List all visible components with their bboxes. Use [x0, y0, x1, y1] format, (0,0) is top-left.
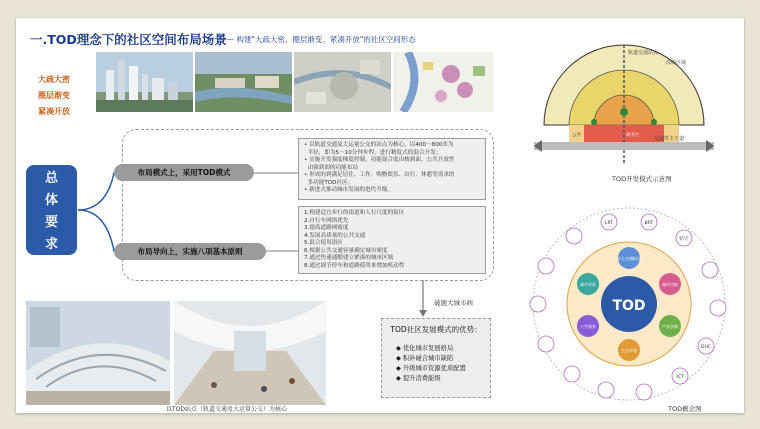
eight-principles-list: [298, 206, 486, 274]
ring-label-1: 综合交通枢纽: [617, 256, 641, 261]
photo-station-exterior: [26, 301, 170, 405]
slide: [16, 18, 744, 413]
principle-4: 4.发展高质量的公共交通: [304, 232, 366, 239]
tod-concept-diagram: [524, 204, 734, 404]
photo-city-skyline: [96, 52, 193, 112]
principle-3: 3.提高道路网密度: [304, 225, 349, 231]
ring-label-4: 生态环境: [621, 348, 637, 353]
ring-label-5: 公共服务: [580, 324, 596, 329]
principle-6: 6.根据公共交通容量确定城市密度: [304, 247, 388, 254]
principle-2: 2.自行车网络优先: [304, 217, 349, 224]
down-arrow-icon: [416, 280, 430, 318]
tod-center-label: TOD: [612, 298, 646, 314]
photo-aerial-plan: [294, 52, 391, 112]
outer-brt: BRT: [644, 221, 654, 226]
advantage-1: ◆ 优化城市发展格局: [396, 345, 454, 352]
label-commercial: 商业区: [626, 133, 640, 138]
outer-disaster: 防灾: [679, 237, 689, 242]
label-public: 公共: [572, 133, 581, 138]
concept-2: 圈层渐变: [38, 91, 70, 100]
tod-mode-details: [298, 138, 486, 200]
overall-requirements-badge: 总 体 要 求: [26, 165, 77, 255]
branch-layout-orientation: 布局导向上，实施八项基本原则: [114, 243, 266, 260]
label-secondary: 次级区域: [666, 60, 687, 66]
principle-8: 8.通过调节停车和道路使用来增加机动性: [304, 262, 405, 269]
outer-dhc: DHC: [701, 345, 711, 350]
outer-ict: ICT: [676, 375, 684, 380]
tod-bullet-1: • 以轨道交通及大运量公交的站点为核心，以400～800米为: [304, 142, 454, 148]
advantage-3: ◆ 升级城市资源优质配置: [396, 365, 466, 372]
concept-list: [38, 72, 90, 120]
concept-diagram-caption: TOD概念图: [668, 405, 702, 413]
ring-label-2: 城市功能: [662, 282, 678, 287]
page-title: 一.TOD理念下的社区空间布局场景: [30, 32, 227, 47]
principle-1: 1.构建适宜步行的街道和人行尺度的街区: [304, 210, 405, 216]
photo-station-interior: [174, 301, 326, 405]
outer-lrt: LRT: [604, 221, 614, 226]
photo-caption: 以TOD站点（轨道交通及大运量公交）为核心: [166, 406, 288, 413]
tod-development-diagram: [524, 40, 724, 170]
tod-bullet-4: • 新进式推动城市发展的进代升级。: [304, 187, 393, 193]
advantage-4: ◆ 提升消费能级: [396, 375, 441, 382]
principle-7: 7.通过快速通勤建立紧凑的城市区域: [304, 255, 394, 261]
principle-5: 5.混合使用街区: [304, 240, 343, 246]
label-station: 轨道交通站点: [628, 50, 659, 56]
advantage-2: ◆ 积补碰合城市缺陷: [396, 355, 454, 362]
advantages-title: TOD社区发展模式的优势：: [390, 325, 482, 334]
concept-1: 大疏大密: [38, 75, 70, 84]
advantages-box: [381, 318, 491, 398]
concept-3: 紧凑开放: [38, 107, 70, 116]
tod-bullet-2b: 由强到弱的功能布局: [307, 164, 358, 171]
ring-label-6: 城市更新: [580, 282, 596, 287]
photo-river-city: [195, 52, 292, 112]
tod-bullet-2: • 实施开发强度梯度控制，功能混合度由核到面，公共开放性: [304, 157, 455, 163]
label-arterial: 交通性主干道: [654, 136, 685, 142]
tod-bullet-3: • 形成的到满足居住、工作、购物娱乐、出行、休憩等需求的: [304, 172, 455, 178]
tod-diagram-caption: TOD开发模式示意图: [612, 175, 672, 183]
tod-bullet-3b: 多功能TOD社区；: [307, 179, 354, 186]
branch-layout-mode: 布局模式上，采用TOD模式: [114, 164, 254, 181]
tod-bullet-1b: 半径，即为5～10分钟步程，进行精度式的混合开发；: [307, 149, 442, 156]
page-subtitle: —— 构建"大疏大密、圈层渐变、紧凑开放"的社区空间形态: [219, 35, 416, 44]
ring-label-3: 产业创新: [662, 324, 678, 329]
arrow-label: 破题大城市病: [434, 299, 473, 307]
photo-zoning-map: [393, 52, 493, 112]
